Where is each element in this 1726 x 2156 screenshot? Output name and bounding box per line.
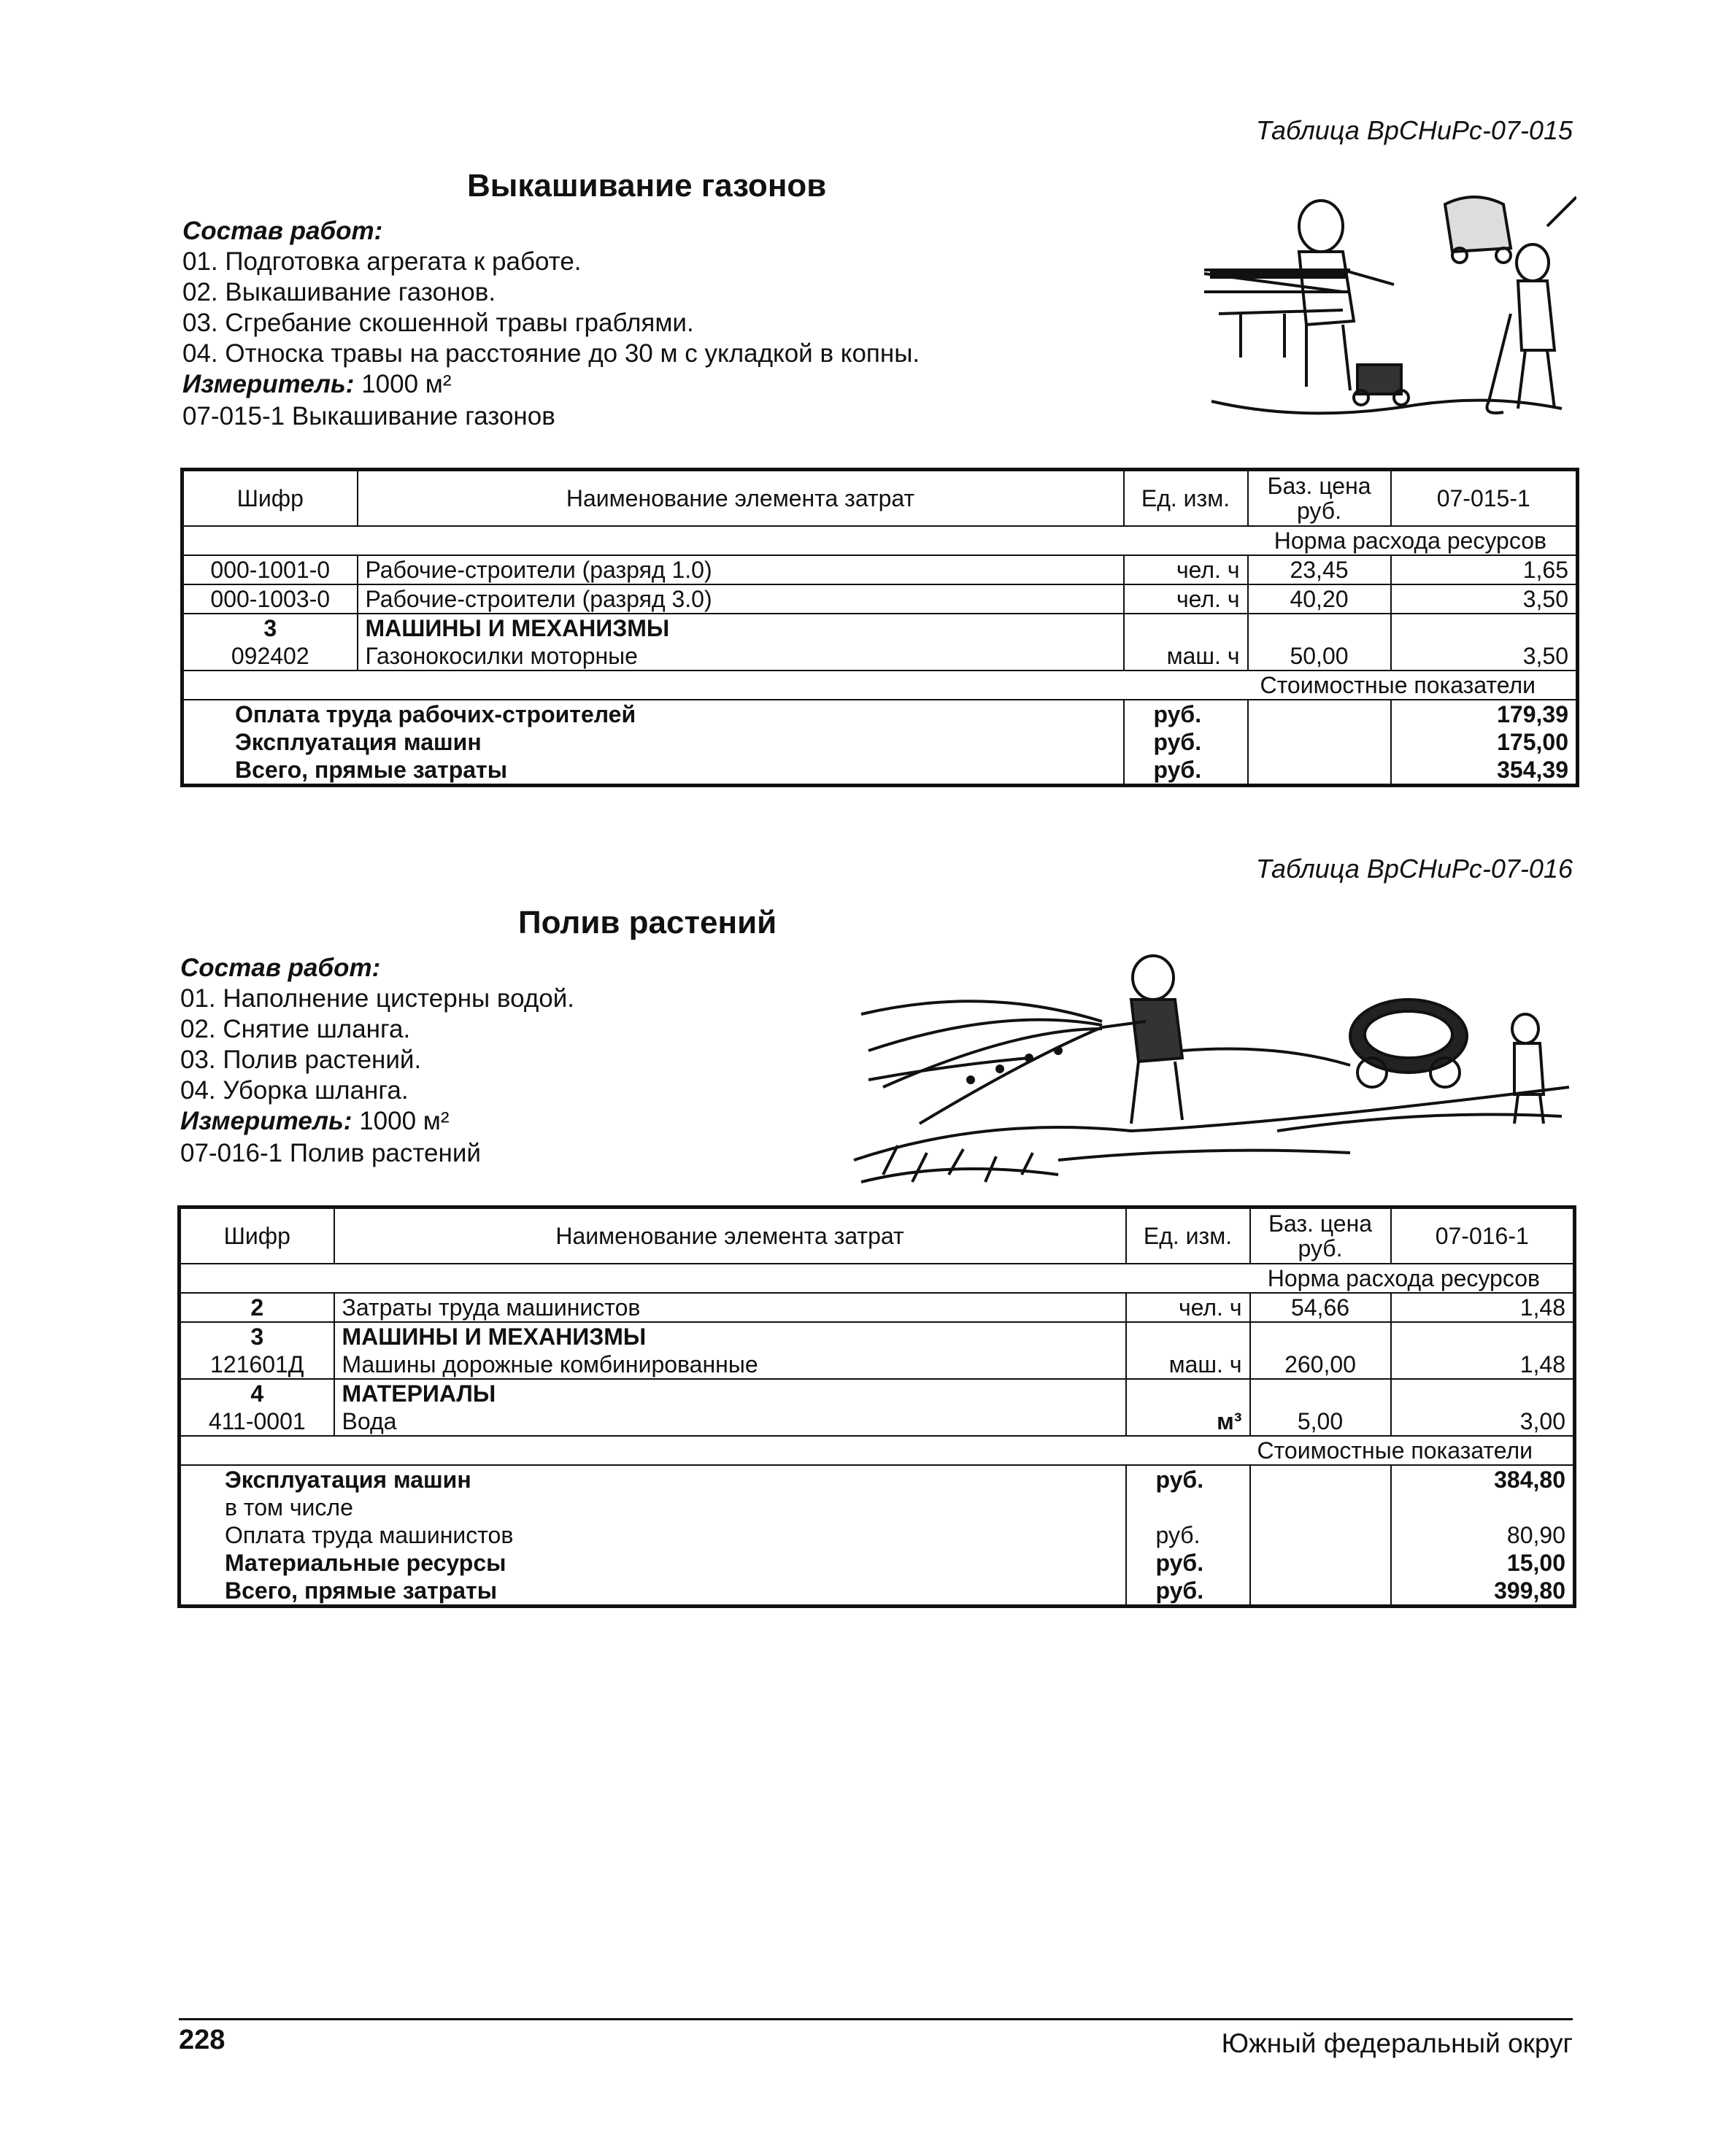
measure-value: 1000 м²: [361, 370, 452, 398]
cell-value: 3,00: [1391, 1379, 1575, 1436]
cell-price: 23,45: [1248, 555, 1391, 584]
cell-name: Затраты труда машинистов: [334, 1293, 1126, 1322]
totals-names: Эксплуатация машин в том числе Оплата труда машинистов Материальные ресурсы Всего, прямые затраты: [180, 1465, 1126, 1607]
table-row: [180, 1293, 1575, 1322]
footer-region: Южный федеральный округ: [1221, 2028, 1573, 2058]
cost-table-07-015: [180, 468, 1579, 787]
group-name: МАШИНЫ И МЕХАНИЗМЫ Машины дорожные комбинированные: [334, 1322, 1126, 1379]
cell-unit: маш. ч: [1124, 614, 1248, 671]
table-row: [182, 614, 1578, 671]
totals-values: 179,39 175,00 354,39: [1391, 700, 1578, 786]
section-title: Полив растений: [518, 905, 777, 940]
cell-price: 54,66: [1250, 1293, 1391, 1322]
cell-unit: м³: [1126, 1379, 1250, 1436]
table-row: [182, 584, 1578, 614]
header-code: Шифр: [180, 1208, 334, 1264]
page-number: 228: [179, 2025, 226, 2055]
header-unit: Ед. изм.: [1124, 470, 1248, 527]
totals-row: [180, 1465, 1575, 1607]
group-name: МАШИНЫ И МЕХАНИЗМЫ Газонокосилки моторные: [358, 614, 1124, 671]
work-step: 04. Относка травы на расстояние до 30 м с укладкой в копны.: [182, 339, 920, 368]
table-label: Таблица ВрСНиРс-07-016: [1255, 854, 1573, 884]
section-cost: Стоимостные показатели: [182, 671, 1578, 700]
work-step: 01. Наполнение цистерны водой.: [180, 984, 574, 1013]
cell-price: 40,20: [1248, 584, 1391, 614]
cell-name: Рабочие-строители (разряд 3.0): [358, 584, 1124, 614]
header-price: Баз. цена руб.: [1250, 1208, 1391, 1264]
cell-value: 1,65: [1391, 555, 1578, 584]
cell-unit: чел. ч: [1124, 555, 1248, 584]
cell-price: 260,00: [1250, 1322, 1391, 1379]
work-step: 02. Снятие шланга.: [180, 1015, 411, 1043]
group-name: МАТЕРИАЛЫ Вода: [334, 1379, 1126, 1436]
measure-line: [182, 369, 452, 400]
table-label: Таблица ВрСНиРс-07-015: [1255, 115, 1573, 145]
composition-label: Состав работ:: [182, 217, 383, 245]
mowing-illustration: [1197, 182, 1576, 430]
measure-label: Измеритель:: [180, 1107, 352, 1135]
header-code: Шифр: [182, 470, 358, 527]
cell-value: 3,50: [1391, 584, 1578, 614]
watering-illustration: [839, 941, 1576, 1204]
cell-unit: чел. ч: [1126, 1293, 1250, 1322]
cell-code: 2: [180, 1293, 334, 1322]
section-norm: Норма расхода ресурсов: [180, 1264, 1575, 1293]
header-name: Наименование элемента затрат: [334, 1208, 1126, 1264]
cost-table-07-016: [177, 1205, 1576, 1608]
work-step: 04. Уборка шланга.: [180, 1076, 409, 1105]
cell-value: 1,48: [1391, 1322, 1575, 1379]
totals-units: руб. руб. руб.: [1124, 700, 1248, 786]
table-row: [180, 1379, 1575, 1436]
cell-value: 1,48: [1391, 1293, 1575, 1322]
measure-line: [180, 1106, 450, 1137]
work-step: 03. Сгребание скошенной травы граблями.: [182, 309, 694, 337]
group-code: 3 092402: [182, 614, 358, 671]
cell-unit: чел. ч: [1124, 584, 1248, 614]
group-code: 4 411-0001: [180, 1379, 334, 1436]
work-step: 01. Подготовка агрегата к работе.: [182, 247, 582, 276]
totals-empty: [1248, 700, 1391, 786]
table-row: [180, 1322, 1575, 1379]
cell-name: Рабочие-строители (разряд 1.0): [358, 555, 1124, 584]
totals-names: Оплата труда рабочих-строителей Эксплуатация машин Всего, прямые затраты: [182, 700, 1124, 786]
cell-code: 000-1003-0: [182, 584, 358, 614]
table-row: [182, 555, 1578, 584]
header-price: Баз. цена руб.: [1248, 470, 1391, 527]
totals-empty: [1250, 1465, 1391, 1607]
section-norm: Норма расхода ресурсов: [182, 526, 1578, 555]
header-name: Наименование элемента затрат: [358, 470, 1124, 527]
header-unit: Ед. изм.: [1126, 1208, 1250, 1264]
totals-values: 384,80 80,90 15,00 399,80: [1391, 1465, 1575, 1607]
cell-code: 000-1001-0: [182, 555, 358, 584]
section-cost: Стоимостные показатели: [180, 1436, 1575, 1465]
cell-price: 5,00: [1250, 1379, 1391, 1436]
code-line: 07-015-1 Выкашивание газонов: [182, 402, 555, 430]
totals-row: [182, 700, 1578, 786]
section-title: Выкашивание газонов: [467, 168, 827, 204]
totals-units: руб. руб. руб. руб.: [1126, 1465, 1250, 1607]
work-step: 03. Полив растений.: [180, 1046, 422, 1074]
code-line: 07-016-1 Полив растений: [180, 1139, 481, 1167]
composition-label: Состав работ:: [180, 954, 381, 982]
header-norm: 07-016-1: [1391, 1208, 1575, 1264]
footer-rule: [179, 2018, 1573, 2020]
group-code: 3 121601Д: [180, 1322, 334, 1379]
header-norm: 07-015-1: [1391, 470, 1578, 527]
measure-label: Измеритель:: [182, 370, 355, 398]
work-step: 02. Выкашивание газонов.: [182, 278, 496, 306]
cell-price: 50,00: [1248, 614, 1391, 671]
measure-value: 1000 м²: [359, 1107, 450, 1135]
cell-value: 3,50: [1391, 614, 1578, 671]
cell-unit: маш. ч: [1126, 1322, 1250, 1379]
